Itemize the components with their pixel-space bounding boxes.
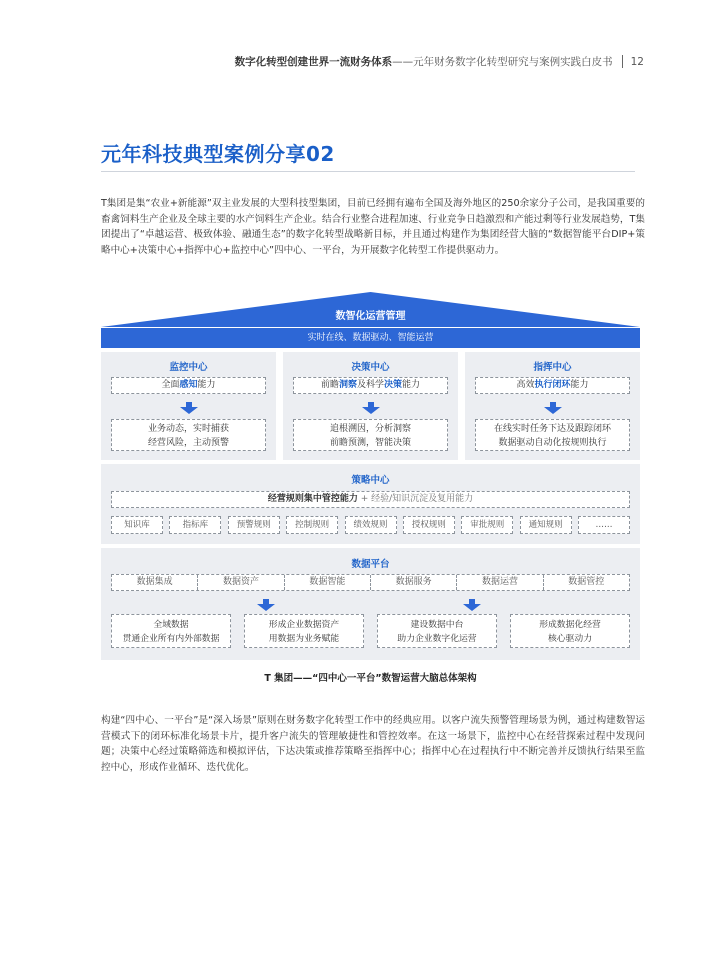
strategy-center-panel bbox=[101, 464, 640, 544]
data-capability-row bbox=[111, 574, 630, 591]
data-outcome-box bbox=[510, 614, 630, 648]
rule-chip: 授权规则 bbox=[403, 516, 455, 534]
page-header bbox=[235, 54, 644, 69]
figure-caption: T 集团——“四中心一平台”数智运营大脑总体架构 bbox=[264, 673, 477, 684]
function-line: 前瞻预测，智能决策 bbox=[329, 438, 411, 448]
function-line: 业务动态，实时捕获 bbox=[147, 424, 229, 434]
pill-text: 能力 bbox=[197, 380, 216, 390]
data-capability-cell: 数据集成 bbox=[112, 575, 198, 590]
function-box bbox=[293, 419, 448, 451]
pill-text: 能力 bbox=[570, 380, 589, 390]
data-capability-cell: 数据资产 bbox=[198, 575, 284, 590]
data-capability-cell: 数据管控 bbox=[568, 577, 605, 587]
decision-center-panel bbox=[283, 352, 458, 460]
capability-pill bbox=[475, 377, 630, 394]
roof-title: 数智化运营管理 bbox=[335, 311, 406, 322]
down-arrow-icon bbox=[179, 402, 199, 414]
column-title: 决策中心 bbox=[351, 362, 390, 373]
data-outcome-box bbox=[244, 614, 364, 648]
rule-chip: 知识库 bbox=[111, 516, 163, 534]
rule-chip: 审批规则 bbox=[461, 516, 513, 534]
header-title: 数字化转型创建世界一流财务体系 bbox=[234, 56, 393, 68]
monitoring-center-panel bbox=[101, 352, 276, 460]
rule-chip: 指标库 bbox=[169, 516, 221, 534]
strategy-capability bbox=[111, 491, 630, 508]
data-platform-panel bbox=[101, 548, 640, 660]
outcome-line: 形成数据化经营 bbox=[539, 620, 601, 630]
function-line: 数据驱动自动化按规则执行 bbox=[498, 438, 607, 448]
rule-chip: 绩效规则 bbox=[345, 516, 397, 534]
rule-chip: 预警规则 bbox=[228, 516, 280, 534]
data-capability-cell: 数据智能 bbox=[285, 575, 371, 590]
strategy-title: 策略中心 bbox=[351, 475, 390, 486]
outcome-line: 核心驱动力 bbox=[548, 634, 592, 644]
section-title: 元年科技典型案例分享02 bbox=[101, 142, 335, 166]
function-box bbox=[111, 419, 266, 451]
pill-text: 高效 bbox=[516, 380, 535, 390]
pill-text: 前瞻 bbox=[320, 380, 339, 390]
outcome-line: 贯通企业所有内外部数据 bbox=[122, 634, 220, 644]
pill-highlight: 洞察 bbox=[338, 380, 357, 390]
outcome-line: 助力企业数字化运营 bbox=[397, 634, 477, 644]
function-line: 追根溯因，分析洞察 bbox=[329, 424, 411, 434]
closing-paragraph: 构建“四中心、一平台”是“深入场景”原则在财务数字化转型工作中的经典应用。以客户流失预警管理场景为例，通过构建数智运营模式下的闭环标准化场景卡片，提升客户流失的管理敏捷性和管控效率。在这一场景下，监控中心在经营探索过程中发现问题；决策中心经过策略筛选和模拟评估，下达决策或推荐策略至指挥中心；指挥中心在过程执行中不断完善并反馈执行结果至监控中心，形成作业循环、迭代优化。 bbox=[101, 715, 645, 773]
command-center-panel bbox=[465, 352, 640, 460]
pill-text: 能力 bbox=[402, 380, 421, 390]
data-capability-cell: 数据服务 bbox=[371, 575, 457, 590]
pill-text: 及科学 bbox=[356, 380, 384, 390]
down-arrow-icon bbox=[256, 599, 276, 611]
down-arrow-icon bbox=[361, 402, 381, 414]
rule-chip: 通知规则 bbox=[520, 516, 572, 534]
data-capability-cell: 数据运营 bbox=[457, 575, 543, 590]
architecture-diagram bbox=[101, 292, 640, 660]
outcome-line: 用数据为业务赋能 bbox=[268, 634, 340, 644]
pill-highlight: 感知 bbox=[179, 380, 198, 390]
outcome-line: 形成企业数据资产 bbox=[268, 620, 340, 630]
data-outcome-box bbox=[377, 614, 497, 648]
pill-highlight: 决策 bbox=[384, 380, 403, 390]
data-outcome-row bbox=[111, 614, 630, 648]
function-line: 在线实时任务下达及跟踪闭环 bbox=[493, 424, 611, 434]
header-subtitle: ——元年财务数字化转型研究与案例实践白皮书 bbox=[392, 56, 613, 68]
column-title: 指挥中心 bbox=[533, 362, 572, 373]
principle-band: 实时在线、数据驱动、智能运营 bbox=[101, 328, 640, 348]
column-title: 监控中心 bbox=[169, 362, 208, 373]
data-outcome-box bbox=[111, 614, 231, 648]
capability-pill bbox=[293, 377, 448, 394]
data-platform-title: 数据平台 bbox=[351, 559, 390, 570]
capability-pill bbox=[111, 377, 266, 394]
down-arrow-icon bbox=[462, 599, 482, 611]
page-number: 12 bbox=[630, 55, 644, 68]
header-divider bbox=[622, 55, 623, 68]
rule-chip-row bbox=[111, 516, 630, 534]
function-box bbox=[475, 419, 630, 451]
rule-chip: …… bbox=[578, 516, 630, 534]
outcome-line: 建设数据中台 bbox=[410, 620, 464, 630]
rule-chip: 控制规则 bbox=[286, 516, 338, 534]
outcome-line: 全域数据 bbox=[153, 620, 189, 630]
pill-text: 全面 bbox=[161, 380, 180, 390]
pill-highlight: 执行闭环 bbox=[534, 380, 571, 390]
function-line: 经营风险，主动预警 bbox=[147, 438, 229, 448]
intro-paragraph: T集团是集“农业+新能源”双主业发展的大型科技型集团，目前已经拥有遍布全国及海外地区的250余家分子公司，是我国重要的畜禽饲料生产企业及全球主要的水产饲料生产企业。结合行业整合进程加速、行业竞争日趋激烈和产能过剩等行业发展趋势，T集团提出了“卓越运营、极致体验、融通生态”的数字化转型战略新目标，并且通过构建作为集团经营大脑的“数据智能平台DIP+策略中心+决策中心+指挥中心+监控中心”四中心、一平台，为开展数字化转型工作提供驱动力。 bbox=[101, 198, 645, 256]
down-arrow-icon bbox=[543, 402, 563, 414]
title-divider bbox=[101, 171, 635, 172]
strategy-capability-extra: + 经验/知识沉淀及复用能力 bbox=[360, 494, 474, 504]
strategy-capability-main: 经营规则集中管控能力 bbox=[267, 494, 358, 504]
